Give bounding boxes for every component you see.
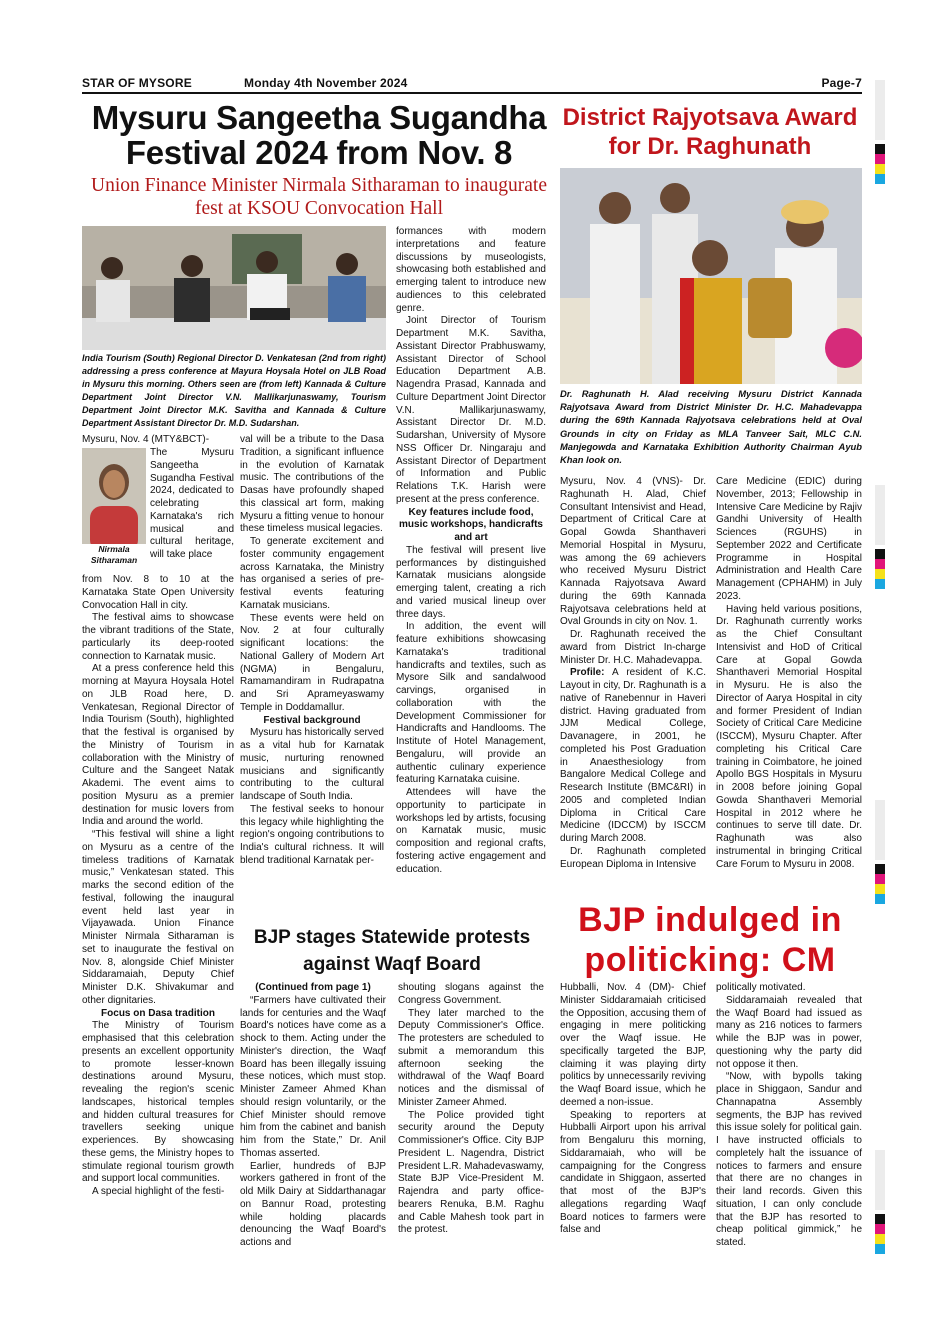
subheading: Key features include food, music workshops, handicrafts and art bbox=[399, 506, 543, 543]
inset-caption: Nirmala Sitharaman bbox=[82, 544, 146, 566]
register-black bbox=[875, 144, 885, 154]
paragraph: The Ministry of Tourism emphasised that this celebration presents an excellent opportunity to promote lesser-known destinations around Mysuru, revealing the region's scenic landscapes, historical temples and hidden cultural treasures for travellers seeking unique experiences. By showcasing these gems, the Ministry hopes to stimulate regional tourism growth and support local communities. bbox=[82, 1020, 234, 1185]
subheading: Focus on Dasa tradition bbox=[101, 1007, 215, 1019]
paragraph: At a press conference held this morning at Mayura Hoysala Hotel on JLB Road here, D. Venkatesan, Regional Director of India Tourism (South), highlighted that the festival is organised by the Ministry of Tourism in collaboration with the Ministry of Culture and the Sangeet Natak Akademi. The event aims to position Mysuru as a premier destination for music lovers from India and around the world. bbox=[82, 663, 234, 828]
paragraph: Mysuru has historically served as a vital hub for Karnatak music, nurturing renowned musicians and significantly contributing to the cultural landscape of South India. bbox=[240, 727, 384, 802]
protest-column-1 bbox=[240, 982, 386, 1250]
register-black bbox=[875, 864, 885, 874]
award-photo bbox=[560, 168, 862, 384]
subheading: Festival background bbox=[263, 714, 361, 726]
paragraph: Attendees will have the opportunity to participate in workshops led by artists, focusing on Karnatak music, music composition and regional crafts, fostering active engagement and education. bbox=[396, 787, 546, 875]
cm-column-2 bbox=[716, 982, 862, 1250]
sitharaman-photo bbox=[82, 448, 146, 552]
paragraph: The festival aims to showcase the vibrant traditions of the State, particularly its deep-rooted connection to Karnatak music. bbox=[82, 612, 234, 662]
issue-date: Monday 4th November 2024 bbox=[244, 76, 408, 90]
festival-column-3 bbox=[396, 226, 546, 876]
paragraph: Care Medicine (EDIC) during November, 2013; Fellowship in Intensive Care Medicine by Rajiv Gandhi University of Health Sciences (RGUHS) in September 2022 and Certificate Programme in Hospital Administration and Health Care Management (CPHAHM) in July 2023. bbox=[716, 476, 862, 602]
paragraph: Having held various positions, Dr. Raghunath currently works as the Chief Consultant Intensivist and HoD of Critical Care at Gopal Gowda Shanthaveri Memorial Hospital in Mysuru. He is also the Director of Aarya Hospital in city and former President of Indian Society of Critical Care Medicine (ISCCM), Mysuru Chapter. After completing his Critical Care training in Coimbatore, he joined Apollo BGS Hospitals in Mysuru in 2008 before joining Gopal Gowda Shanthaveri Memorial Hospital in 2012 where he continues to serve till date. Dr. Raghunath was also instrumental in bringing Critical Care Forum to Mysuru in 2008. bbox=[716, 603, 862, 870]
award-photo-caption: Dr. Raghunath H. Alad receiving Mysuru District Kannada Rajyotsava Award from District Minister Dr. H.C. Mahadevappa during the 69th Kannada Rajyotsava celebrations held at Oval Grounds in city on Friday as MLA Tanveer Sait, MLC C.N. Manjegowda and Karnataka Exhibition Authority Chairman Ayub Khan look on. bbox=[560, 388, 862, 466]
paragraph: Siddaramaiah revealed that the Waqf Board had issued as many as 216 notices to farmers while the BJP was in power, questioning why the party did not oppose it then. bbox=[716, 994, 862, 1070]
award-headline: District Rajyotsava Award for Dr. Raghunath bbox=[562, 104, 858, 160]
paragraph: Dr. Raghunath completed European Diploma in Intensive bbox=[560, 845, 706, 870]
register-yellow bbox=[875, 164, 885, 174]
paragraph: val will be a tribute to the Dasa Tradition, a significant influence in the evolution of Karnatak music. The contributions of the Dasas have profoundly shaped this classical art form, making Mysuru a fitting venue to honour these timeless musical legacies. bbox=[240, 434, 384, 535]
register-cyan bbox=[875, 894, 885, 904]
press-conference-illustration bbox=[82, 226, 386, 350]
paragraph: “Farmers have cultivated their lands for centuries and the Waqf Board's notices have come as a shock to them. Acting under the Minister's direction, the Waqf Board has been illegally issuing these notices, which must stop. Minister Zameer Ahmed Khan should resign voluntarily, or the Chief Minister should remove him from the cabinet and banish him from the State,” Dr. Anil Thomas asserted. bbox=[240, 994, 386, 1159]
register-strip bbox=[875, 485, 885, 545]
paragraph: Speaking to reporters at Hubballi Airport upon his arrival from Bengaluru this morning, Siddaramaiah, who will be campaigning for the Congress candidate in Shiggaon, asserted that most of the BJP's allegations regarding Waqf Board notices to farmers were false and bbox=[560, 1109, 706, 1236]
paragraph bbox=[560, 667, 706, 846]
register-strip bbox=[875, 80, 885, 140]
festival-subhead: Union Finance Minister Nirmala Sitharaman to inaugurate fest at KSOU Convocation Hall bbox=[91, 175, 547, 219]
continued-note: (Continued from page 1) bbox=[255, 982, 371, 993]
register-cyan bbox=[875, 579, 885, 589]
festival-wrap-text: The Mysuru Sangeetha Sugandha Festival 2024, dedicated to celebrating Karnataka's rich musical and cultural heritage, will take place bbox=[150, 447, 234, 560]
paragraph: The festival will present live performances by distinguished Karnatak musicians alongside emerging talent, creating a rich and varied musical lineup over three days. bbox=[396, 544, 546, 620]
paragraph: Hubballi, Nov. 4 (DM)- Chief Minister Siddaramaiah criticised the Opposition, accusing them of engaging in mere politicking over the Waqf issue. He specifically targeted the BJP, claiming it was playing dirty politics by unnecessarily reviving the Waqf Board issue, which he deemed a non-issue. bbox=[560, 982, 706, 1108]
paragraph: The festival seeks to honour this legacy while highlighting the region's ongoing contributions to India's cultural richness. It will blend traditional Karnatak per- bbox=[240, 803, 384, 866]
paragraph: Mysuru, Nov. 4 (VNS)- Dr. Raghunath H. Alad, Chief Consultant Intensivist and Head, Department of Critical Care at Gopal Gowda Shanthaveri Memorial Hospital in Mysuru, was among the 69 achievers who received Mysuru District Kannada Rajyotsava Award during the 69th Kannada Rajyotsava celebrations held at Oval Grounds in city on Nov. 1. bbox=[560, 476, 706, 628]
paragraph: To generate excitement and foster community engagement across Karnataka, the Ministry has organised a series of pre-festival events featuring Karnatak musicians. bbox=[240, 536, 384, 611]
paragraph: Earlier, hundreds of BJP workers gathered in front of the old Milk Dairy at Siddarthanagar on Bannur Road, protesting while holding placards denouncing the Waqf Board's actions and bbox=[240, 1160, 386, 1248]
paragraph: The Police provided tight security around the Deputy Commissioner's Office. City BJP President L. Nagendra, District President L.R. Mahadevaswamy, State BJP Vice-President M. Rajendra and party office-bearers Renuka, B.M. Raghu and Cable Mahesh took part in the protest. bbox=[398, 1109, 544, 1236]
award-column-1 bbox=[560, 476, 706, 871]
register-strip bbox=[875, 800, 885, 860]
protest-headline: BJP stages Statewide protests against Waqf Board bbox=[253, 927, 531, 975]
paragraph: from Nov. 8 to 10 at the Karnataka State Open University Convocation Hall in city. bbox=[82, 574, 234, 611]
paragraph: “This festival will shine a light on Mysuru as a centre of the timeless traditions of Karnatak music,” Venkatesan stated. This marks the second edition of the festival, following the inaugural event held last year in Vijayawada. Union Finance Minister Nirmala Sitharaman is set to inaugurate the festival on Nov. 8, alongside Chief Minister Siddaramaiah, Deputy Chief Minister D.K. Shivakumar and other dignitaries. bbox=[82, 829, 234, 1006]
paragraph: In addition, the event will feature exhibitions showcasing Karnataka's traditional handicrafts and textiles, such as Mysore Silk and sandalwood carvings, organised in collaboration with the Development Commissioner for Handicrafts and Handlooms. The Institute of Hotel Management, Bengaluru, will provide an authentic culinary experience featuring Karnataka cuisine. bbox=[396, 621, 546, 786]
paper-name: STAR OF MYSORE bbox=[82, 76, 192, 90]
register-yellow bbox=[875, 1234, 885, 1244]
protest-column-2 bbox=[398, 982, 544, 1237]
register-cyan bbox=[875, 1244, 885, 1254]
profile-label: Profile: bbox=[570, 667, 605, 679]
award-illustration bbox=[560, 168, 862, 384]
register-magenta bbox=[875, 874, 885, 884]
register-strip bbox=[875, 1150, 885, 1210]
paragraph: “Now, with bypolls taking place in Shiggaon, Sandur and Channapatna Assembly segments, the BJP has revived this issue solely for political gain. I have instructed officials to completely halt the issuance of notices to farmers and ensure that there are no changes in their land records. Given this situation, I can only conclude that the BJP has resorted to cheap political gimmick,” he stated. bbox=[716, 1071, 862, 1248]
festival-dateline: Mysuru, Nov. 4 (MTY&BCT)- bbox=[82, 434, 210, 445]
register-yellow bbox=[875, 884, 885, 894]
award-column-2 bbox=[716, 476, 862, 871]
register-black bbox=[875, 549, 885, 559]
press-photo-caption: India Tourism (South) Regional Director D. Venkatesan (2nd from right) addressing a press conference at Mayura Hoysala Hotel on JLB Road in Mysuru this morning. Others seen are (from left) Kannada & Culture Department Joint Director V.N. Mallikarjunaswamy, Tourism Department Joint Director M.K. Savitha and Kannada & Culture Department Assistant Director Dr. M.D. Sudarshan. bbox=[82, 353, 386, 428]
paragraph: formances with modern interpretations and feature discussions by museologists, showcasing both established and emerging talent to introduce new audiences to this celebrated genre. bbox=[396, 226, 546, 314]
paragraph: These events were held on Nov. 2 at four culturally significant locations: the National Gallery of Modern Art (NGMA) in Bengaluru, Ramamandiram in Rudrapatna and Sri Aprameyaswamy Temple in Doddamallur. bbox=[240, 612, 384, 713]
festival-column-1 bbox=[82, 574, 234, 1199]
festival-column-2 bbox=[240, 434, 384, 868]
register-magenta bbox=[875, 154, 885, 164]
masthead-rule bbox=[82, 92, 862, 94]
cm-headline: BJP indulged in politicking: CM bbox=[578, 901, 842, 979]
festival-headline: Mysuru Sangeetha Sugandha Festival 2024 from Nov. 8 bbox=[91, 99, 547, 171]
register-magenta bbox=[875, 559, 885, 569]
register-cyan bbox=[875, 174, 885, 184]
paragraph: Dr. Raghunath received the award from District In-charge Minister Dr. H.C. Mahadevappa. bbox=[560, 629, 706, 666]
register-magenta bbox=[875, 1224, 885, 1234]
press-conference-photo bbox=[82, 226, 386, 350]
paragraph: politically motivated. bbox=[716, 982, 806, 993]
paragraph: Joint Director of Tourism Department M.K. Savitha, Assistant Director Prabhuswamy, Assistant Director of School Education Department A.B. Nagendra Prasad, Kannada and Culture Department Joint Director V.N. Mallikarjunaswamy, Assistant Director Dr. M.D. Sudarshan, University of Mysore NSS Officer Dr. Ningaraju and Assistant Director of Department of Information and Public Relations T.K. Harish were present at the press conference. bbox=[396, 315, 546, 505]
paragraph: shouting slogans against the Congress Government. bbox=[398, 982, 544, 1006]
register-black bbox=[875, 1214, 885, 1224]
cm-column-1 bbox=[560, 982, 706, 1237]
sitharaman-portrait bbox=[82, 448, 146, 552]
paragraph: A special highlight of the festi- bbox=[92, 1186, 225, 1197]
profile-text: A resident of K.C. Layout in city, Dr. Raghunath is a native of Ranebennur in Haveri district. Having graduated from JJM Medical College, Davanagere, in 2001, he completed his Post Graduation in Anaesthesiology from Bangalore Medical College and Research Institute (BMC&RI) in 2005 and completed Indian Diploma in Critical Care Medicine (IDCCM) by ISCCM during March 2008. bbox=[560, 667, 707, 844]
paragraph: They later marched to the Deputy Commissioner's Office. The protesters are scheduled to submit a memorandum this afternoon seeking the withdrawal of the Waqf Board notices and the dismissal of Minister Zameer Ahmed. bbox=[398, 1007, 544, 1108]
register-yellow bbox=[875, 569, 885, 579]
page-number: Page-7 bbox=[821, 76, 862, 90]
